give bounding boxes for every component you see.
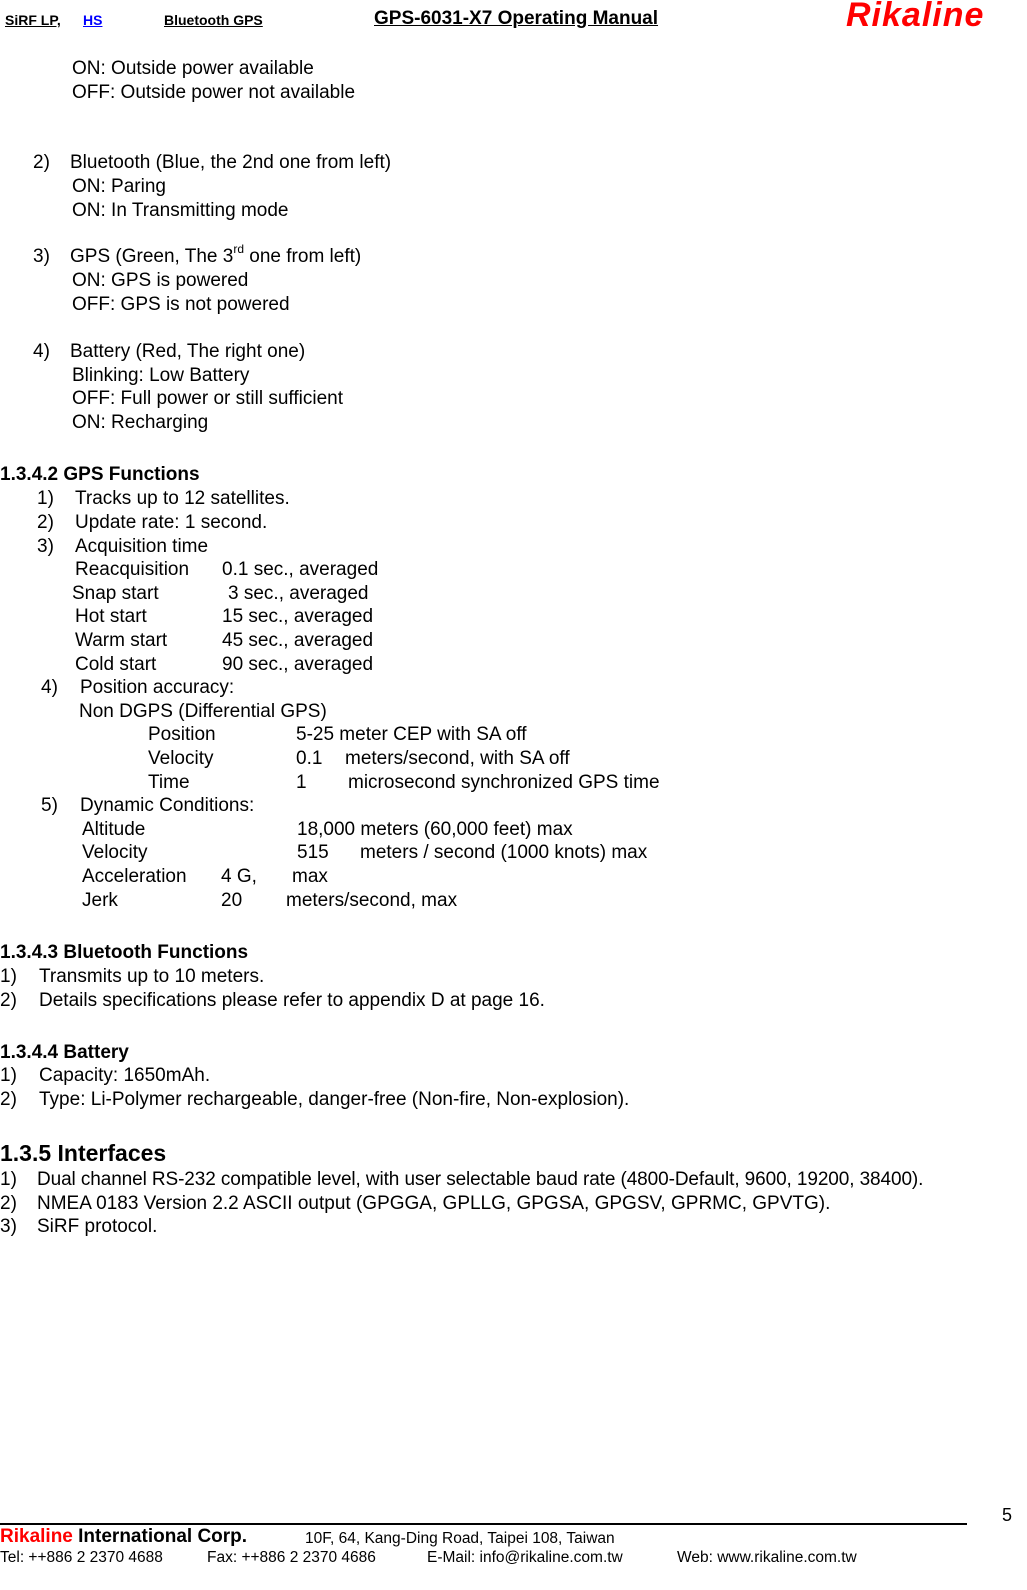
dyn-value: 18,000 meters (60,000 feet) max [297,819,573,840]
gps-func-item-3: Acquisition time [75,536,209,557]
acq-value: 15 sec., averaged [222,606,374,627]
acc-label: Position [148,724,216,745]
acc-value: 5-25 meter CEP with SA off [296,724,527,745]
dgps-subheading: Non DGPS (Differential GPS) [79,701,327,722]
footer-company-brand: Rikaline [0,1526,73,1547]
bt-led-number: 2) [33,152,50,173]
interfaces-item-3: SiRF protocol. [37,1216,158,1237]
gps-led-title-post: one from left) [244,246,362,267]
bt-func-item-2: Details specifications please refer to appendix D at page 16. [39,990,545,1011]
acq-label: Warm start [75,630,168,651]
dyn-value: meters/second, max [286,890,458,911]
list-number: 2) [0,1193,17,1214]
list-number: 1) [0,966,17,987]
header-sirf-lp: SiRF LP, [5,12,61,28]
gps-led-title-pre: GPS (Green, The 3 [70,246,234,267]
dyn-num: 4 G, [221,866,257,887]
acc-num: 0.1 [296,748,323,769]
footer-address: 10F, 64, Kang-Ding Road, Taipei 108, Taiwan [305,1530,615,1547]
bt-led-on1: ON: Paring [72,176,166,197]
acc-num: 1 [296,772,307,793]
acq-value: 3 sec., averaged [228,583,369,604]
acq-label: Snap start [72,583,159,604]
list-number: 3) [37,536,54,557]
footer-tel: Tel: ++886 2 2370 4688 [0,1549,163,1566]
acq-label: Hot start [75,606,147,627]
acq-value: 0.1 sec., averaged [222,559,379,580]
header-hs: HS [83,12,103,28]
dyn-num: 20 [221,890,243,911]
acq-value: 90 sec., averaged [222,654,374,675]
bat-led-blink: Blinking: Low Battery [72,365,250,386]
bt-functions-heading: 1.3.4.3 Bluetooth Functions [0,942,249,963]
list-number: 1) [0,1065,17,1086]
acq-value: 45 sec., averaged [222,630,374,651]
page-number: 5 [1002,1505,1013,1525]
gps-func-item-5: Dynamic Conditions: [80,795,255,816]
list-number: 1) [0,1169,17,1190]
gps-func-item-4: Position accuracy: [80,677,235,698]
dyn-value: meters / second (1000 knots) max [360,842,648,863]
acc-value: microsecond synchronized GPS time [348,772,660,793]
acc-value: meters/second, with SA off [345,748,570,769]
footer-company-rest: International Corp. [72,1526,248,1547]
gps-led-number: 3) [33,246,50,267]
list-number: 2) [37,512,54,533]
list-number: 2) [0,990,17,1011]
bat-led-off: OFF: Full power or still sufficient [72,388,344,409]
interfaces-heading: 1.3.5 Interfaces [0,1140,167,1166]
list-number: 1) [37,488,54,509]
power-on-text: ON: Outside power available [72,58,314,79]
gps-functions-heading: 1.3.4.2 GPS Functions [0,464,200,485]
gps-led-on: ON: GPS is powered [72,270,249,291]
list-number: 2) [0,1089,17,1110]
bat-led-on: ON: Recharging [72,412,209,433]
dyn-label: Jerk [82,890,118,911]
header-brand-logo: Rikaline [846,0,985,34]
dyn-label: Velocity [82,842,148,863]
gps-led-off: OFF: GPS is not powered [72,294,290,315]
interfaces-item-2: NMEA 0183 Version 2.2 ASCII output (GPGGA, GPLLG, GPGSA, GPGSV, GPRMC, GPVTG). [37,1193,831,1214]
list-number: 4) [41,677,58,698]
battery-item-1: Capacity: 1650mAh. [39,1065,211,1086]
gps-func-item-2: Update rate: 1 second. [75,512,268,533]
acc-label: Time [148,772,190,793]
footer-web: Web: www.rikaline.com.tw [677,1549,857,1566]
bat-led-number: 4) [33,341,50,362]
bt-led-on2: ON: In Transmitting mode [72,200,289,221]
bat-led-title: Battery (Red, The right one) [70,341,306,362]
gps-led-title [70,242,362,268]
gps-func-item-1: Tracks up to 12 satellites. [75,488,290,509]
dyn-label: Altitude [82,819,146,840]
dyn-value: max [292,866,328,887]
header-bluetooth-gps: Bluetooth GPS [164,12,263,28]
battery-item-2: Type: Li-Polymer rechargeable, danger-free (Non-fire, Non-explosion). [39,1089,630,1110]
header-manual-title: GPS-6031-X7 Operating Manual [374,8,659,29]
acq-label: Cold start [75,654,157,675]
gps-led-title-sup: rd [233,242,245,256]
footer-divider [0,1523,967,1525]
dyn-num: 515 [297,842,329,863]
power-off-text: OFF: Outside power not available [72,82,356,103]
acc-label: Velocity [148,748,214,769]
battery-heading: 1.3.4.4 Battery [0,1042,129,1063]
footer-email: E-Mail: info@rikaline.com.tw [427,1549,623,1566]
acq-label: Reacquisition [75,559,190,580]
bt-led-title: Bluetooth (Blue, the 2nd one from left) [70,152,392,173]
bt-func-item-1: Transmits up to 10 meters. [39,966,265,987]
list-number: 3) [0,1216,17,1237]
footer-fax: Fax: ++886 2 2370 4686 [207,1549,376,1566]
footer-company [0,1526,247,1548]
list-number: 5) [41,795,58,816]
interfaces-item-1: Dual channel RS-232 compatible level, with user selectable baud rate (4800-Default, 9600, 19200, 38400). [37,1169,924,1190]
dyn-label: Acceleration [82,866,187,887]
